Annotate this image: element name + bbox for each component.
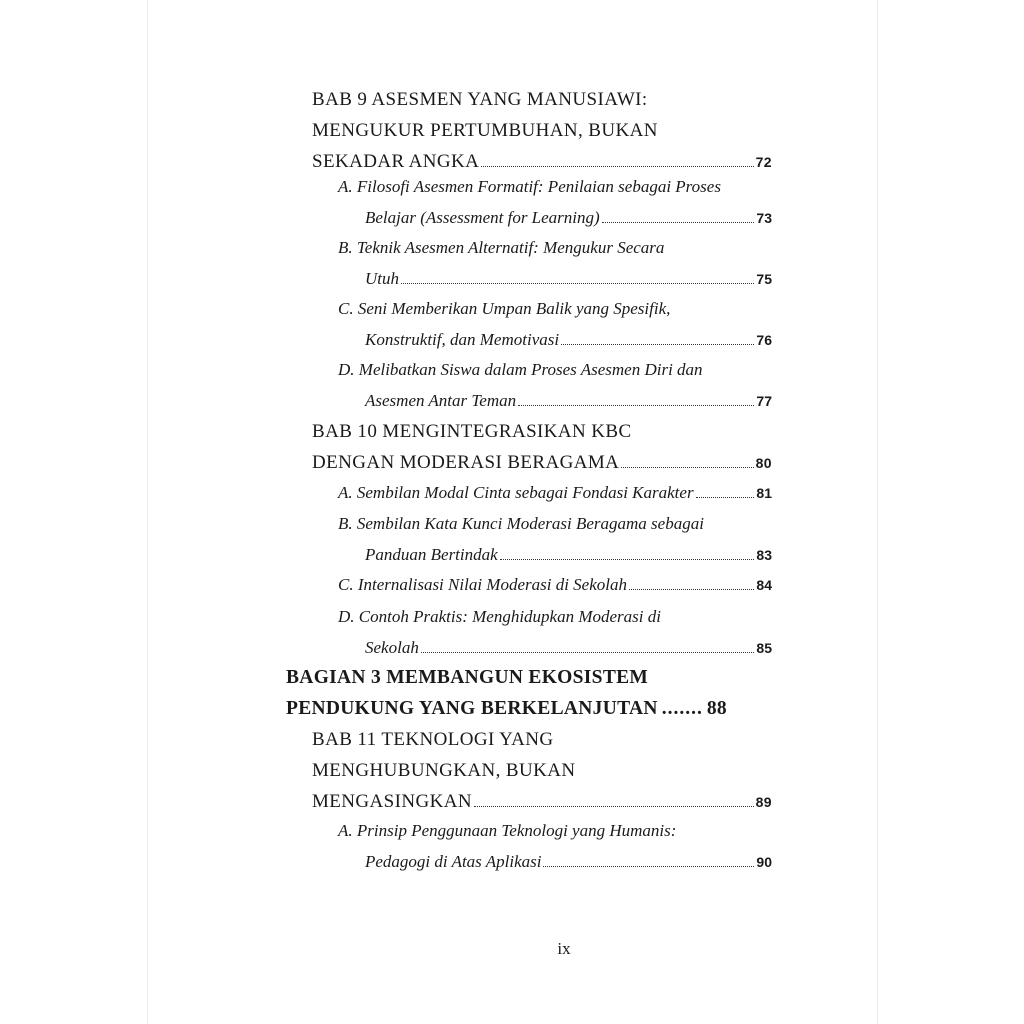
dot-leader: ....... <box>661 698 703 719</box>
toc-subentry-last-line <box>338 203 772 234</box>
toc-part-line: BAGIAN 3 MEMBANGUN EKOSISTEM <box>286 667 649 688</box>
page-number: 88 <box>706 698 727 719</box>
dot-leader <box>696 497 755 498</box>
toc-subentry-last-line <box>338 633 772 664</box>
dot-leader <box>629 589 754 590</box>
toc-heading-line: BAB 10 MENGINTEGRASIKAN KBC <box>312 421 632 442</box>
toc-subentry-last-line <box>338 386 772 417</box>
toc-subentry <box>338 294 772 355</box>
dot-leader <box>621 467 753 468</box>
toc-heading-last-line <box>312 786 772 818</box>
toc-subentry-text: Utuh <box>365 268 399 288</box>
toc-subentry <box>338 355 772 416</box>
dot-leader <box>561 344 754 345</box>
dot-leader <box>421 652 755 653</box>
toc-subentry-text: Pedagogi di Atas Aplikasi <box>365 851 542 871</box>
toc-heading-text: DENGAN MODERASI BERAGAMA <box>312 452 620 473</box>
page-number: 84 <box>756 577 772 593</box>
toc-heading-line: MENGHUBUNGKAN, BUKAN <box>312 760 576 781</box>
toc-subentry-last-line <box>338 570 772 601</box>
toc-subentry <box>338 172 772 233</box>
toc-subentry-line: A. Filosofi Asesmen Formatif: Penilaian sebagai Proses <box>338 177 721 196</box>
toc-subentry-text: Belajar (Assessment for Learning) <box>365 207 600 227</box>
dot-leader <box>481 166 753 167</box>
dot-leader <box>518 405 754 406</box>
dot-leader <box>500 559 755 560</box>
toc-heading-line: MENGUKUR PERTUMBUHAN, BUKAN <box>312 120 658 141</box>
toc-heading-line: BAB 9 ASESMEN YANG MANUSIAWI: <box>312 89 648 110</box>
toc-heading-line: BAB 11 TEKNOLOGI YANG <box>312 729 554 750</box>
toc-subentry-line: D. Melibatkan Siswa dalam Proses Asesmen Diri dan <box>338 360 703 379</box>
page-number: 81 <box>756 485 772 501</box>
toc-subentry-last-line <box>338 478 772 509</box>
page-folio: ix <box>557 939 571 958</box>
toc-entry-bab9 <box>312 84 772 178</box>
toc-subentry <box>338 509 772 570</box>
toc-entry-bagian3 <box>286 662 772 724</box>
toc-entry-bab11 <box>312 724 772 818</box>
dot-leader <box>401 283 754 284</box>
toc-heading-text: MENGASINGKAN <box>312 791 472 812</box>
page-number: 85 <box>756 639 772 656</box>
toc-subentry-text: C. Internalisasi Nilai Moderasi di Sekolah <box>338 575 627 594</box>
toc-subentry <box>338 233 772 294</box>
toc-subentry-text: Asesmen Antar Teman <box>365 390 517 410</box>
toc-subentry <box>338 602 772 663</box>
page-number: 75 <box>756 270 772 287</box>
toc-heading-last-line <box>312 447 772 479</box>
dot-leader <box>602 222 755 223</box>
toc-subentry-line: C. Seni Memberikan Umpan Balik yang Spesifik, <box>338 299 671 318</box>
page-number: 76 <box>756 331 772 348</box>
toc-part-text: PENDUKUNG YANG BERKELANJUTAN <box>286 698 658 719</box>
toc-subentry-last-line <box>338 847 772 878</box>
toc-subentry-line: B. Sembilan Kata Kunci Moderasi Beragama sebagai <box>338 514 704 533</box>
toc-subentry-text: A. Sembilan Modal Cinta sebagai Fondasi Karakter <box>338 483 694 502</box>
toc-subentry-last-line <box>338 264 772 295</box>
toc-subentry <box>338 816 772 877</box>
page-number: 72 <box>755 154 772 170</box>
toc-subentry-last-line <box>338 540 772 571</box>
page-number: 77 <box>756 392 772 409</box>
toc-subentry-text: Sekolah <box>365 637 419 657</box>
toc-subentry <box>338 478 772 509</box>
toc-subentry <box>338 570 772 601</box>
page-number: 89 <box>755 794 772 810</box>
toc-subentry-text: Konstruktif, dan Memotivasi <box>365 329 560 349</box>
toc-subentry-line: A. Prinsip Penggunaan Teknologi yang Humanis: <box>338 821 677 840</box>
toc-subentry-last-line <box>338 325 772 356</box>
page-number: 90 <box>756 853 772 870</box>
toc-part-last-line <box>286 693 772 724</box>
page-number: 80 <box>755 455 772 471</box>
toc-subentry-text: Panduan Bertindak <box>365 544 498 564</box>
toc-subentry-line: D. Contoh Praktis: Menghidupkan Moderasi di <box>338 607 661 626</box>
dot-leader <box>474 806 754 807</box>
page-number: 83 <box>756 546 772 563</box>
dot-leader <box>543 866 754 867</box>
toc-subentry-line: B. Teknik Asesmen Alternatif: Mengukur Secara <box>338 238 665 257</box>
toc-heading-text: SEKADAR ANGKA <box>312 151 480 172</box>
toc-entry-bab10 <box>312 416 772 479</box>
page-number: 73 <box>756 209 772 226</box>
